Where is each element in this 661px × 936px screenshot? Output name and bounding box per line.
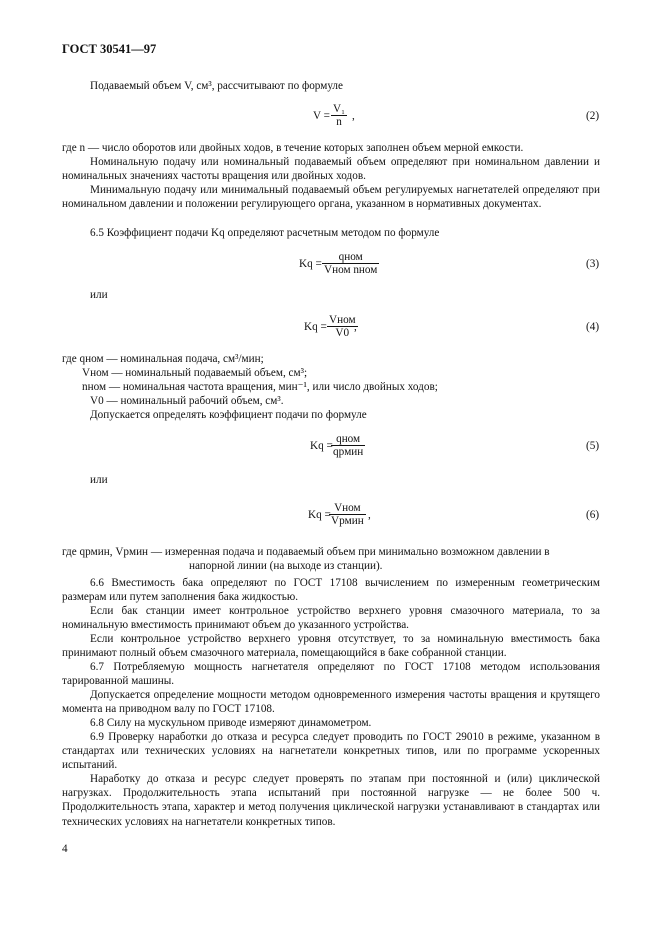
eq2-denominator: n — [331, 115, 347, 128]
where-item-2: Vном — номинальный подаваемый объем, см³; — [82, 367, 308, 379]
eq6-denominator: Vpмин — [331, 515, 364, 527]
eq5-number: (5) — [586, 440, 600, 452]
paragraph-6-9: 6.9 Проверку наработки до отказа и ресурса следует проводить по ГОСТ 29010 в режиме, указанном в стандартах или технических условиях на нагнетатели конкретных типов, или по программе ускоренных испытаний. — [62, 731, 600, 772]
paragraph-tank-b: Если контрольное устройство верхнего уровня отсутствует, то за номинальную вместимость бака принимают полный объем смазочного материала, помещающийся в баке собранной станции. — [62, 633, 600, 660]
paragraph-life: Наработку до отказа и ресурс следует проверять по этапам при постоянной и (или) циклической нагрузках. Продолжительность этапа испытаний при постоянной нагрузке — не более 500 ч. Продолжительность этапа, характер и метод получения циклической нагрузки устанавливают в стандартах или технических условиях на нагнетатели конкретных типов. — [62, 773, 600, 828]
eq2-tail: , — [352, 110, 355, 122]
eq3-lhs: Kq = — [299, 258, 322, 270]
eq5-denominator: qpмин — [333, 446, 364, 458]
eq2-fraction — [331, 103, 347, 128]
or-text-1: или — [90, 289, 108, 301]
paragraph-tank-a: Если бак станции имеет контрольное устройство верхнего уровня смазочного материала, то за номинальную вместимость принимают объем до указанного устройства. — [62, 605, 600, 632]
eq6-lhs: Kq = — [308, 509, 331, 521]
eq4-number: (4) — [586, 321, 600, 333]
eq3-number: (3) — [586, 258, 600, 270]
paragraph-volume: Подаваемый объем V, см³, рассчитывают по формуле — [90, 80, 343, 92]
paragraph-allowed: Допускается определять коэффициент подачи по формуле — [90, 409, 367, 421]
paragraph-6-5: 6.5 Коэффициент подачи Kq определяют расчетным методом по формуле — [90, 227, 440, 239]
eq2-lhs: V = — [313, 110, 330, 122]
paragraph-6-8: 6.8 Силу на мускульном приводе измеряют динамометром. — [90, 717, 372, 729]
eq4-denominator: V0 — [327, 326, 358, 339]
where2-line-a: где qpмин, Vpмин — измеренная подача и подаваемый объем при минимально возможном давлении в — [62, 546, 550, 558]
eq6-numerator: Vном — [334, 502, 361, 514]
where2-line-b: напорной линии (на выходе из станции). — [189, 560, 383, 572]
where-item-4: V0 — номинальный рабочий объем, см³. — [90, 395, 284, 407]
document-header: ГОСТ 30541—97 — [62, 42, 157, 56]
eq4-fraction — [327, 314, 358, 339]
eq5-numerator: qном — [336, 433, 361, 445]
eq5-fraction — [331, 433, 365, 458]
paragraph-minimal: Минимальную подачу или минимальный подаваемый объем регулируемых нагнетателей определяют при номинальном давлении и положении регулирующего органа, указанном в нормативных документах. — [62, 184, 600, 211]
paragraph-where-n: где n — число оборотов или двойных ходов, в течение которых заполнен объем мерной емкости. — [62, 142, 524, 154]
where-item-3: nном — номинальная частота вращения, мин⁻¹, или число двойных ходов; — [82, 381, 438, 393]
eq3-fraction — [322, 251, 379, 276]
where-item-1: где qном — номинальная подача, см³/мин; — [62, 353, 264, 365]
eq6-fraction — [329, 502, 366, 527]
paragraph-6-6: 6.6 Вместимость бака определяют по ГОСТ 17108 вычислением по измеренным геометрическим размерам или путем заполнения бака жидкостью. — [62, 577, 600, 604]
eq5-lhs: Kq = — [310, 440, 333, 452]
paragraph-6-7: 6.7 Потребляемую мощность нагнетателя определяют по ГОСТ 17108 методом использования тарированной машины. — [62, 661, 600, 688]
eq6-tail: , — [368, 509, 371, 521]
eq2-number: (2) — [586, 110, 600, 122]
eq2-numerator: V₁ — [333, 103, 345, 115]
eq6-number: (6) — [586, 509, 600, 521]
paragraph-power: Допускается определение мощности методом одновременного измерения частоты вращения и крутящего момента на приводном валу по ГОСТ 17108. — [62, 689, 600, 716]
eq3-numerator: qном — [338, 251, 363, 263]
page-number: 4 — [62, 843, 68, 855]
eq3-denominator: Vном nном — [324, 264, 378, 276]
eq4-tail: , — [354, 321, 357, 333]
eq4-lhs: Kq = — [304, 321, 327, 333]
eq4-numerator: Vном — [329, 314, 356, 326]
paragraph-nominal: Номинальную подачу или номинальный подаваемый объем определяют при номинальном давлении и номинальных значениях частоты вращения или двойных ходов. — [62, 156, 600, 183]
or-text-2: или — [90, 474, 108, 486]
